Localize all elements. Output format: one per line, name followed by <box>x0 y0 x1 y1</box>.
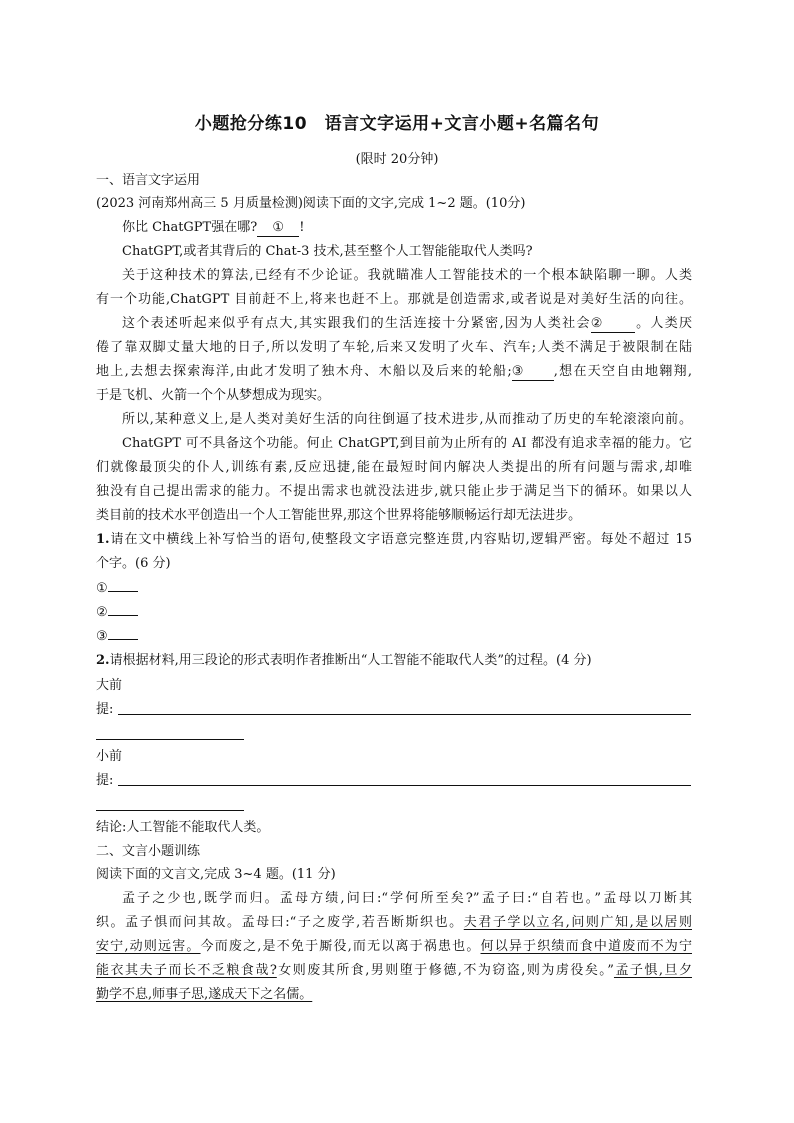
question-1: 1.请在文中横线上补写恰当的语句,使整段文字语意完整连贯,内容贴切,逻辑严密。每处不超过 15 <box>96 532 692 547</box>
section2-intro: 阅读下面的文言文,完成 3~4 题。(11 分) <box>96 867 336 882</box>
question-2: 2.请根据材料,用三段论的形式表明作者推断出“人工智能不能取代人类”的过程。(4 分) <box>96 653 592 668</box>
passage-line: ChatGPT 可不具备这个功能。何止 ChatGPT,到目前为止所有的 AI 都没有追求幸福的能力。它 <box>122 436 692 451</box>
blank-3: ③ <box>512 364 554 381</box>
minor-premise-answer-line-2[interactable] <box>96 810 244 811</box>
minor-premise-label-2: 提: <box>96 773 114 788</box>
underlined-sentence: 勤学不息,师事子思,遂成天下之名儒。 <box>96 987 313 1002</box>
passage-line: 关于这种技术的算法,已经有不少论证。我就瞄准人工智能技术的一个根本缺陷聊一聊。人类 <box>122 268 692 283</box>
classical-text-line: 孟子之少也,既学而归。孟母方绩,问曰:“学何所至矣?”孟子曰:“自若也。”孟母以刀断其 <box>122 891 692 906</box>
classical-text-line: 织。孟子惧而问其故。孟母曰:“子之废学,若吾断斯织也。夫君子学以立名,问则广知,是以居则 <box>96 915 692 930</box>
passage-line: 于是飞机、火箭一个个从梦想成为现实。 <box>96 388 331 403</box>
underlined-sentence: 夫君子学以立名,问则广知,是以居则 <box>463 915 692 930</box>
major-premise-label: 大前 <box>96 678 123 693</box>
answer-line-3[interactable]: ③ <box>96 627 138 647</box>
underlined-sentence: 安宁,动则远害。 <box>96 939 201 954</box>
blank-2: ② <box>591 316 635 333</box>
major-premise-label-2: 提: <box>96 702 114 717</box>
passage-line: 倦了靠双脚丈量大地的日子,所以发明了车轮,后来又发明了火车、汽车;人类不满足于被限制在陆 <box>96 340 692 355</box>
section1-heading: 一、语言文字运用 <box>96 173 201 188</box>
page-title: 小题抢分练10 语言文字运用+文言小题+名篇名句 <box>194 114 600 134</box>
passage-line: 独没有自己提出需求的能力。不提出需求也就没法进步,就只能止步于满足当下的循环。如果以人 <box>96 484 692 499</box>
section2-heading: 二、文言小题训练 <box>96 844 201 859</box>
underlined-sentence: 何以异于织绩而食中道废而不为宁 <box>480 939 692 954</box>
passage-line: 你比 ChatGPT强在哪? ① ! <box>122 220 305 235</box>
major-premise-answer-line-2[interactable] <box>96 739 244 740</box>
blank-1: ① <box>257 220 299 237</box>
underlined-sentence: 能衣其夫子而长不乏粮食哉? <box>96 963 277 978</box>
minor-premise-label: 小前 <box>96 749 123 764</box>
question-1-cont: 个字。(6 分) <box>96 556 171 571</box>
classical-text-line: 能衣其夫子而长不乏粮食哉?女则废其所食,男则堕于修德,不为窃盗,则为虏役矣。”孟子惧,旦夕 <box>96 963 692 978</box>
passage-line: 这个表述听起来似乎有点大,其实跟我们的生活连接十分紧密,因为人类社会② 。人类厌 <box>122 316 692 331</box>
answer-line-1[interactable]: ① <box>96 579 138 599</box>
time-limit: (限时 20分钟) <box>355 152 439 167</box>
question-number: 2. <box>96 653 110 668</box>
question-number: 1. <box>96 532 110 547</box>
classical-text-line <box>96 985 312 1005</box>
answer-line-2[interactable]: ② <box>96 603 138 623</box>
minor-premise-answer-line[interactable] <box>118 785 691 786</box>
passage-line: 们就像最顶尖的仆人,训练有素,反应迅捷,能在最短时间内解决人类提出的所有问题与需求,却唯 <box>96 460 692 475</box>
conclusion: 结论:人工智能不能取代人类。 <box>96 820 270 835</box>
passage-line: 类目前的技术水平创造出一个人工智能世界,那这个世界将能够顺畅运行却无法进步。 <box>96 508 582 523</box>
passage-line: 所以,某种意义上,是人类对美好生活的向往倒逼了技术进步,从而推动了历史的车轮滚滚向前。 <box>122 412 692 427</box>
underlined-sentence: 孟子惧,旦夕 <box>613 963 692 978</box>
passage-line: 有一个功能,ChatGPT 目前赶不上,将来也赶不上。那就是创造需求,或者说是对美好生活的向往。 <box>96 292 692 307</box>
passage-line: ChatGPT,或者其背后的 Chat-3 技术,甚至整个人工智能能取代人类吗? <box>122 244 533 259</box>
passage-line: 地上,去想去探索海洋,由此才发明了独木舟、木船以及后来的轮船;③ ,想在天空自由地翱翔, <box>96 364 692 379</box>
section1-intro: (2023 河南郑州高三 5 月质量检测)阅读下面的文字,完成 1~2 题。(10分) <box>96 196 526 211</box>
classical-text-line: 安宁,动则远害。今而废之,是不免于厮役,而无以离于祸患也。何以异于织绩而食中道废而不为宁 <box>96 939 692 954</box>
major-premise-answer-line[interactable] <box>118 714 691 715</box>
